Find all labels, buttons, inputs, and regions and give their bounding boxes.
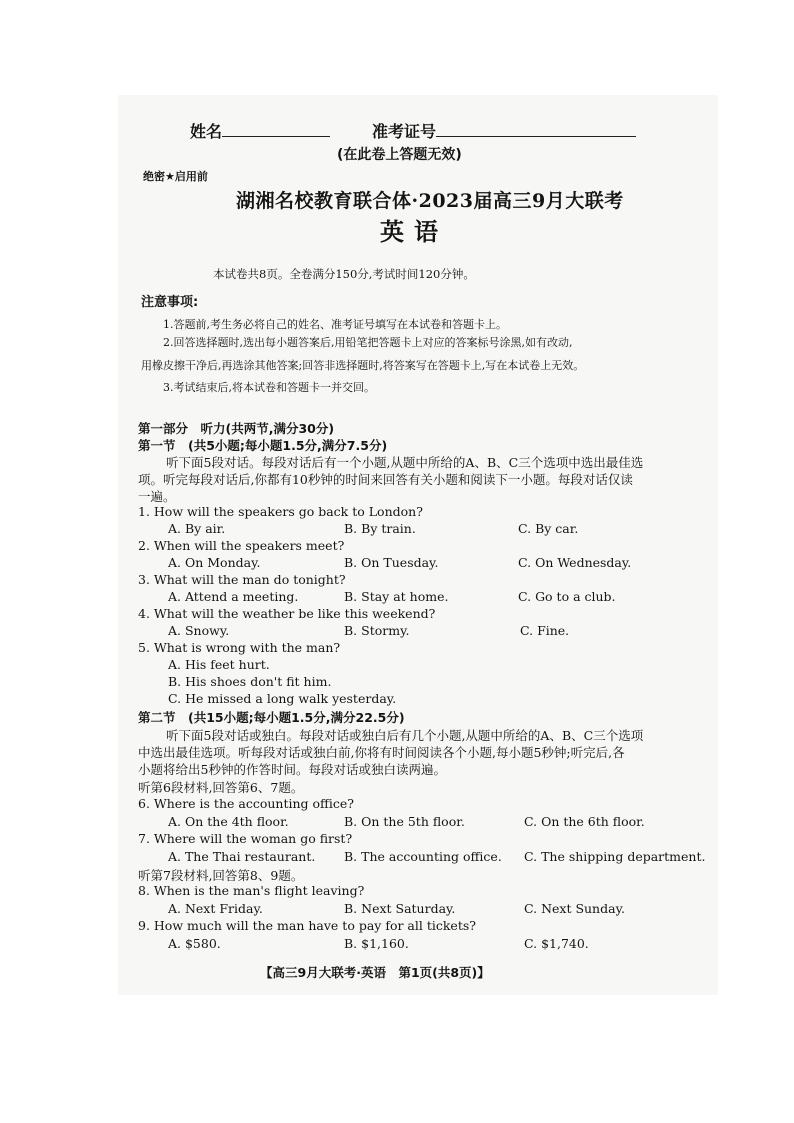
question: 1. How will the speakers go back to London? <box>138 504 423 519</box>
note-item: 2.回答选择题时,选出每小题答案后,用铅笔把答题卡上对应的答案标号涂黑,如有改动, <box>163 336 573 349</box>
option-b: B. Stormy. <box>344 623 410 638</box>
option-a: A. On Monday. <box>168 555 261 570</box>
option-b: B. The accounting office. <box>344 849 502 864</box>
option-b: B. On Tuesday. <box>344 555 439 570</box>
option-a: A. $580. <box>168 936 221 951</box>
question: 3. What will the man do tonight? <box>138 572 346 587</box>
option-b: B. Next Saturday. <box>344 901 456 916</box>
material-note: 听第6段材料,回答第6、7题。 <box>138 780 304 795</box>
section1-instruction: 项。听完每段对话后,你都有10秒钟的时间来回答有关小题和阅读下一小题。每段对话仅读 <box>138 472 633 487</box>
option-a: A. His feet hurt. <box>168 657 270 672</box>
notes-heading: 注意事项: <box>141 295 199 310</box>
subject-title: 英语 <box>380 218 448 246</box>
option-a: A. On the 4th floor. <box>168 814 289 829</box>
option-a: A. Attend a meeting. <box>168 589 299 604</box>
id-blank <box>436 122 636 137</box>
option-b: B. $1,160. <box>344 936 409 951</box>
question: 9. How much will the man have to pay for all tickets? <box>138 918 476 933</box>
option-a: A. The Thai restaurant. <box>168 849 316 864</box>
secret-mark: 绝密★启用前 <box>143 170 208 183</box>
name-blank <box>222 122 330 137</box>
question: 6. Where is the accounting office? <box>138 796 355 811</box>
name-field <box>190 119 330 142</box>
page-footer: 【高三9月大联考·英语 第1页(共8页)】 <box>260 965 490 980</box>
option-c: C. $1,740. <box>524 936 589 951</box>
name-label: 姓名 <box>190 122 223 141</box>
option-a: A. Next Friday. <box>168 901 263 916</box>
section2-instruction: 中选出最佳选项。听每段对话或独白前,你将有时间阅读各个小题,每小题5秒钟;听完后,各 <box>138 745 625 760</box>
question: 5. What is wrong with the man? <box>138 640 341 655</box>
id-label: 准考证号 <box>372 122 437 141</box>
option-c: C. Go to a club. <box>518 589 616 604</box>
question: 8. When is the man's flight leaving? <box>138 883 365 898</box>
section1-instruction: 听下面5段对话。每段对话后有一个小题,从题中所给的A、B、C三个选项中选出最佳选 <box>166 455 644 470</box>
exam-title: 湖湘名校教育联合体·2023届高三9月大联考 <box>236 190 624 212</box>
option-a: A. Snowy. <box>168 623 230 638</box>
option-c: C. On the 6th floor. <box>524 814 645 829</box>
exam-info: 本试卷共8页。全卷满分150分,考试时间120分钟。 <box>213 267 475 281</box>
note-item: 用橡皮擦干净后,再选涂其他答案;回答非选择题时,将答案写在答题卡上,写在本试卷上无效。 <box>141 359 585 372</box>
option-b: B. His shoes don't fit him. <box>168 674 332 689</box>
option-c: C. On Wednesday. <box>518 555 632 570</box>
option-c: C. He missed a long walk yesterday. <box>168 691 397 706</box>
section1-instruction: 一遍。 <box>138 489 176 504</box>
invalid-notice: (在此卷上答题无效) <box>337 147 462 163</box>
section2-instruction: 小题将给出5秒钟的作答时间。每段对话或独白读两遍。 <box>138 762 446 777</box>
option-c: C. The shipping department. <box>524 849 706 864</box>
note-item: 1.答题前,考生务必将自己的姓名、准考证号填写在本试卷和答题卡上。 <box>163 318 507 331</box>
option-b: B. On the 5th floor. <box>344 814 465 829</box>
section2-instruction: 听下面5段对话或独白。每段对话或独白后有几个小题,从题中所给的A、B、C三个选项 <box>166 728 644 743</box>
option-b: B. By train. <box>344 521 416 536</box>
section1-title: 第一节 (共5小题;每小题1.5分,满分7.5分) <box>138 438 388 453</box>
question: 4. What will the weather be like this weekend? <box>138 606 436 621</box>
option-c: C. Fine. <box>520 623 570 638</box>
option-c: C. By car. <box>518 521 579 536</box>
question: 7. Where will the woman go first? <box>138 831 353 846</box>
note-item: 3.考试结束后,将本试卷和答题卡一并交回。 <box>163 381 375 394</box>
option-b: B. Stay at home. <box>344 589 449 604</box>
part1-title: 第一部分 听力(共两节,满分30分) <box>138 421 335 436</box>
material-note: 听第7段材料,回答第8、9题。 <box>138 868 304 883</box>
id-field <box>372 119 636 142</box>
section2-title: 第二节 (共15小题;每小题1.5分,满分22.5分) <box>138 710 405 725</box>
option-a: A. By air. <box>168 521 226 536</box>
question: 2. When will the speakers meet? <box>138 538 345 553</box>
option-c: C. Next Sunday. <box>524 901 625 916</box>
